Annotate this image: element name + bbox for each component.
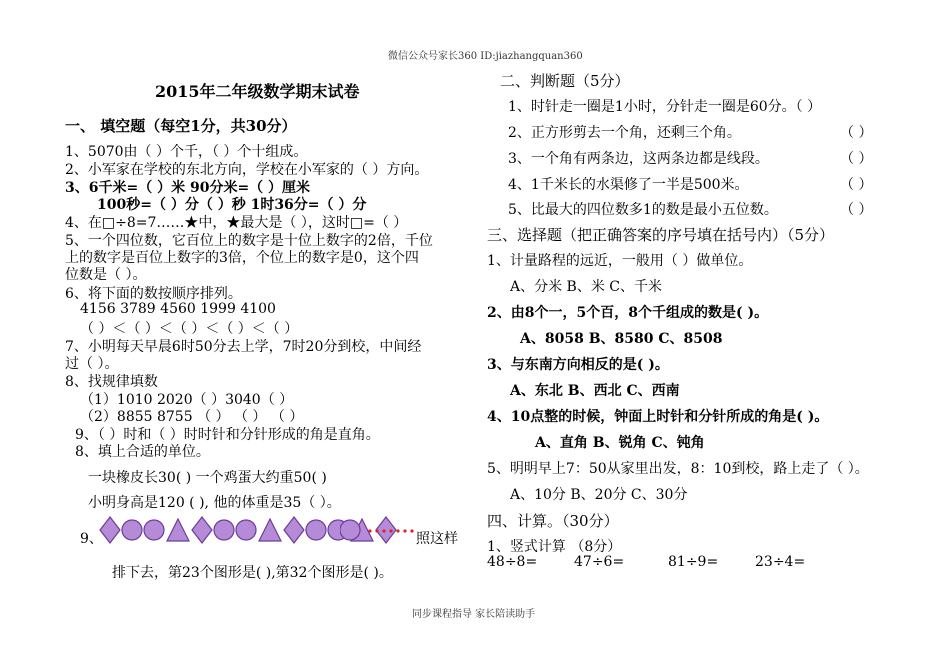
- circle-shape: [122, 520, 142, 540]
- pattern-continuation: [340, 514, 420, 546]
- question-3b: 100秒=（ ）分（ ）秒 1时36分=（ ）分: [97, 197, 367, 213]
- triangle-shape: [259, 519, 281, 541]
- question-6-blanks: （ ）＜（ ）＜（ ）＜（ ）＜（ ）: [80, 321, 299, 337]
- judge-3-paren: （ ）: [840, 151, 873, 167]
- question-6: 6、将下面的数按顺序排列。: [65, 286, 242, 302]
- page-header: 微信公众号家长360 ID:jiazhangquan360: [388, 51, 583, 62]
- circle-shape: [340, 520, 360, 540]
- question-2: 2、小军家在学校的东北方向，学校在小军家的（ ）方向。: [65, 162, 429, 178]
- section-true-false: 二、判断题（5分）: [500, 72, 630, 90]
- question-8c: 8、填上合适的单位。: [75, 444, 210, 460]
- question-7b: 过（ ）。: [65, 356, 119, 372]
- circle-shape: [306, 520, 326, 540]
- judge-5: 5、比最大的四位数多1的数是最小五位数。: [508, 202, 778, 218]
- question-9: 9、（ ）时和（ ）时时针和分针形成的角是直角。: [75, 427, 380, 443]
- judge-3: 3、一个角有两条边，这两条边都是线段。: [508, 151, 769, 167]
- calc-item: 47÷6=: [574, 554, 625, 570]
- question-8c-2: 小明身高是120 ( ), 他的体重是35（ ）。: [88, 495, 341, 511]
- calc-title: 1、竖式计算 （8分）: [487, 539, 622, 555]
- choice-1: 1、计量路程的远近，一般用（ ）做单位。: [487, 253, 753, 269]
- judge-1: 1、时针走一圈是1小时，分针走一圈是60分。（ ）: [508, 99, 822, 115]
- dotted-continuation: [368, 529, 413, 532]
- question-4: 4、在□÷8=7……★中，★最大是（ ），这时□=（ ）: [65, 215, 408, 231]
- question-7a: 7、小明每天早晨6时50分去上学，7时20分到校，中间经: [65, 339, 422, 355]
- page-title: 2015年二年级数学期末试卷: [155, 82, 360, 101]
- choice-1-options: A、分米 B、米 C、千米: [510, 279, 663, 295]
- calc-item: 81÷9=: [668, 554, 719, 570]
- question-9b-label: 9、: [80, 531, 103, 547]
- circle-shape: [236, 520, 256, 540]
- choice-4-options: A、直角 B、锐角 C、钝角: [535, 435, 705, 451]
- question-1: 1、5070由（ ）个千，（ ）个十组成。: [65, 144, 308, 160]
- judge-4: 4、1千米长的水渠修了一半是500米。: [508, 177, 749, 193]
- choice-3-options: A、东北 B、西北 C、西南: [510, 383, 680, 399]
- diamond-shape: [284, 517, 304, 543]
- choice-2: 2、由8个一，5个百，8个千组成的数是( )。: [487, 305, 769, 321]
- question-8: 8、找规律填数: [65, 374, 158, 390]
- page-footer: 同步课程指导 家长陪读助手: [412, 609, 536, 620]
- question-5c: 位数是（ ）。: [65, 267, 147, 283]
- question-5a: 5、一个四位数，它百位上的数字是十位上数字的2倍，千位: [65, 233, 433, 249]
- question-6-numbers: 4156 3789 4560 1999 4100: [80, 301, 276, 317]
- judge-4-paren: （ ）: [840, 177, 873, 193]
- question-3: 3、6千米=（ ）米 90分米=（ ）厘米: [65, 180, 311, 196]
- calc-item: 48÷8=: [487, 554, 538, 570]
- section-multiple-choice: 三、选择题（把正确答案的序号填在括号内）（5分）: [487, 226, 835, 244]
- judge-2-paren: （ ）: [840, 125, 873, 141]
- choice-5-options: A、10分 B、20分 C、30分: [510, 487, 688, 503]
- diamond-shape: [100, 517, 120, 543]
- choice-3: 3、与东南方向相反的是( )。: [487, 357, 669, 373]
- choice-4: 4、10点整的时候，钟面上时针和分针所成的角是( )。: [487, 409, 829, 425]
- section-fill-blank: 一、 填空题（每空1分，共30分）: [65, 117, 297, 135]
- question-9b-line2: 排下去，第23个图形是( ),第32个图形是( )。: [112, 565, 393, 581]
- judge-5-paren: （ ）: [840, 202, 873, 218]
- triangle-shape: [167, 519, 189, 541]
- question-8c-1: 一块橡皮长30( ) 一个鸡蛋大约重50( ): [88, 470, 327, 486]
- circle-shape: [144, 520, 164, 540]
- question-8b: （2）8855 8755 （ ） （ ） （ ）: [80, 409, 304, 425]
- circle-shape: [214, 520, 234, 540]
- calc-item: 23÷4=: [755, 554, 806, 570]
- question-9b-tail: 照这样: [416, 531, 458, 547]
- choice-2-options: A、8058 B、8580 C、8508: [520, 331, 723, 347]
- question-8a: （1）1010 2020（ ）3040（ ）: [80, 392, 294, 408]
- diamond-shape: [192, 517, 212, 543]
- section-calculation: 四、计算。（30分）: [487, 512, 619, 530]
- judge-2: 2、正方形剪去一个角，还剩三个角。: [508, 125, 741, 141]
- choice-5: 5、明明早上7：50从家里出发，8：10到校，路上走了（ ）。: [487, 461, 869, 477]
- question-5b: 上的数字是百位上数字的3倍，个位上的数字是0，这个四: [65, 250, 419, 266]
